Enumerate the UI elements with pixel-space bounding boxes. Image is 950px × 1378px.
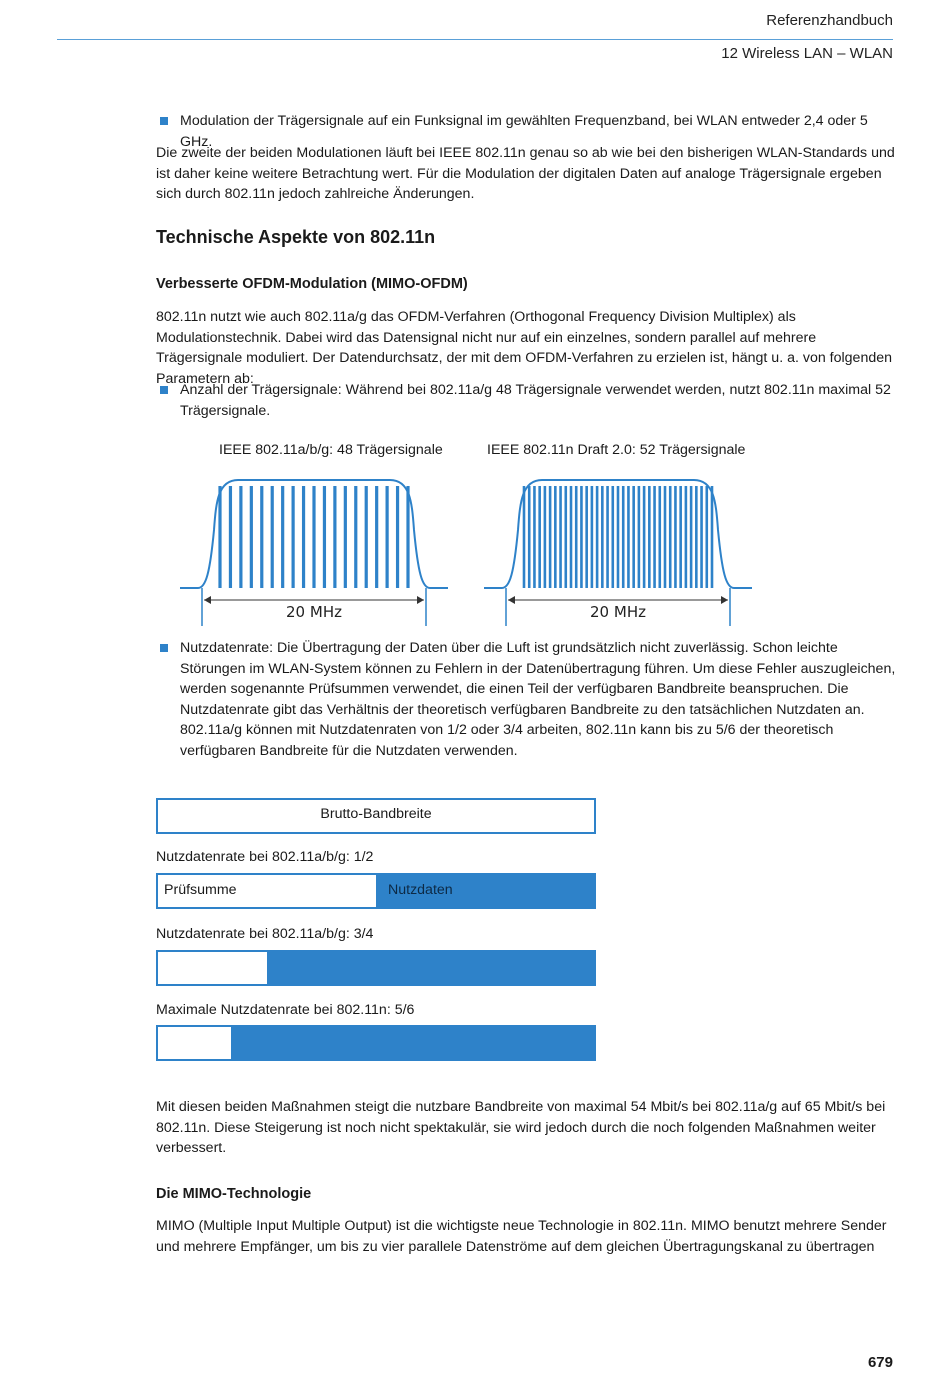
payload-fill: [231, 1027, 594, 1059]
payload-label: Nutzdaten: [388, 882, 453, 898]
rate-label-3: Maximale Nutzdatenrate bei 802.11n: 5/6: [156, 1002, 415, 1018]
arrowhead-left: [204, 596, 211, 604]
bandwidth-label: 20 MHz: [590, 603, 646, 621]
result-paragraph: [156, 1097, 896, 1159]
spectrum-label-left: IEEE 802.11a/b/g: 48 Trägersignale: [219, 442, 443, 458]
arrowhead-right: [417, 596, 424, 604]
bullet-text: Anzahl der Trägersignale: Während bei 802.11a/g 48 Trägersignale verwendet werden, nutzt 802.11n maximal 52 Trägersignale.: [156, 380, 896, 421]
checksum-label: Prüfsumme: [164, 882, 237, 898]
rate-label-2: Nutzdatenrate bei 802.11a/b/g: 3/4: [156, 926, 374, 942]
page-number: 679: [867, 1354, 893, 1371]
section-heading: Technische Aspekte von 802.11n: [156, 227, 436, 247]
nutzdaten-bullet: [156, 638, 896, 761]
intro-paragraph: [156, 143, 896, 205]
mimo-heading: Die MIMO-Technologie: [156, 1186, 312, 1202]
mimo-paragraph: [156, 1216, 896, 1257]
arrowhead-right: [721, 596, 728, 604]
arrowhead-left: [508, 596, 515, 604]
bullet-text: Modulation der Trägersignale auf ein Funksignal im gewählten Frequenzband, bei WLAN entweder 2,4 oder 5 GHz.: [156, 111, 896, 152]
paragraph-text: Die zweite der beiden Modulationen läuft bei IEEE 802.11n genau so ab wie bei den bisherigen WLAN-Standards und ist daher keine weitere Betrachtung wert. Für die Modulation der digitalen Daten auf analoge Trägersignale ergeben sich durch 802.11n jedoch zahlreiche Änderungen.: [156, 145, 895, 202]
paragraph-text: MIMO (Multiple Input Multiple Output) ist die wichtigste neue Technologie in 802.11n. MIMO benutzt mehrere Sender und mehrere Empfänger, um bis zu vier parallele Datenströme auf dem gleichen Übertragungskanal zu übertragen: [156, 1218, 887, 1255]
payload-fill: [267, 952, 594, 984]
header-title: Referenzhandbuch: [766, 12, 893, 29]
bandwidth-label: 20 MHz: [286, 603, 342, 621]
rate-label-1: Nutzdatenrate bei 802.11a/b/g: 1/2: [156, 849, 374, 865]
header-divider: [57, 39, 893, 40]
carriers-bullet: [156, 380, 896, 421]
rate-bar-3: [156, 1025, 596, 1061]
spectrum-diagram-left: [180, 470, 448, 630]
paragraph-text: Mit diesen beiden Maßnahmen steigt die nutzbare Bandbreite von maximal 54 Mbit/s bei 802.11a/g auf 65 Mbit/s bei 802.11n. Diese Steigerung ist noch nicht spektakulär, sie wird jedoch durch die noch folgenden Maßnahmen weiter verbessert.: [156, 1099, 886, 1156]
rate-bar-2: [156, 950, 596, 986]
gross-bandwidth-label: Brutto-Bandbreite: [320, 806, 432, 822]
chapter-title: 12 Wireless LAN – WLAN: [721, 45, 893, 62]
rate-bar-1: [156, 873, 596, 909]
paragraph-text: 802.11n nutzt wie auch 802.11a/g das OFDM-Verfahren (Orthogonal Frequency Division Multiplex) als Modulationstechnik. Dabei wird das Datensignal nicht nur auf ein einzelnes, sondern parallel auf mehrere Trägersignale moduliert. Der Datendurchsatz, der mit dem OFDM-Verfahren zu erzielen ist, hängt u. a. von folgenden Parametern ab:: [156, 309, 893, 387]
ofdm-paragraph: [156, 307, 896, 389]
bullet-text: Nutzdatenrate: Die Übertragung der Daten über die Luft ist grundsätzlich nicht zuverlässig. Schon leichte Störungen im WLAN-System können zu Fehlern in der Datenübertragung führen. Um diese Fehler auszugleichen, werden sogenannte Prüfsummen verwendet, die einen Teil der verfügbaren Bandbreite beanspruchen. Die Nutzdatenrate gibt das Verhältnis der theoretisch verfügbaren Bandbreite zu den tatsächlichen Nutzdaten an. 802.11a/g können mit Nutzdatenraten von 1/2 oder 3/4 arbeiten, 802.11n kann bis zu 5/6 der theoretisch verfügbaren Bandbreite für die Nutzdaten verwenden.: [156, 638, 896, 761]
gross-bandwidth-bar: [156, 798, 596, 834]
subheading-ofdm: Verbesserte OFDM-Modulation (MIMO-OFDM): [156, 276, 468, 292]
spectrum-diagram-right: [484, 470, 752, 630]
spectrum-label-right: IEEE 802.11n Draft 2.0: 52 Trägersignale: [487, 442, 746, 458]
